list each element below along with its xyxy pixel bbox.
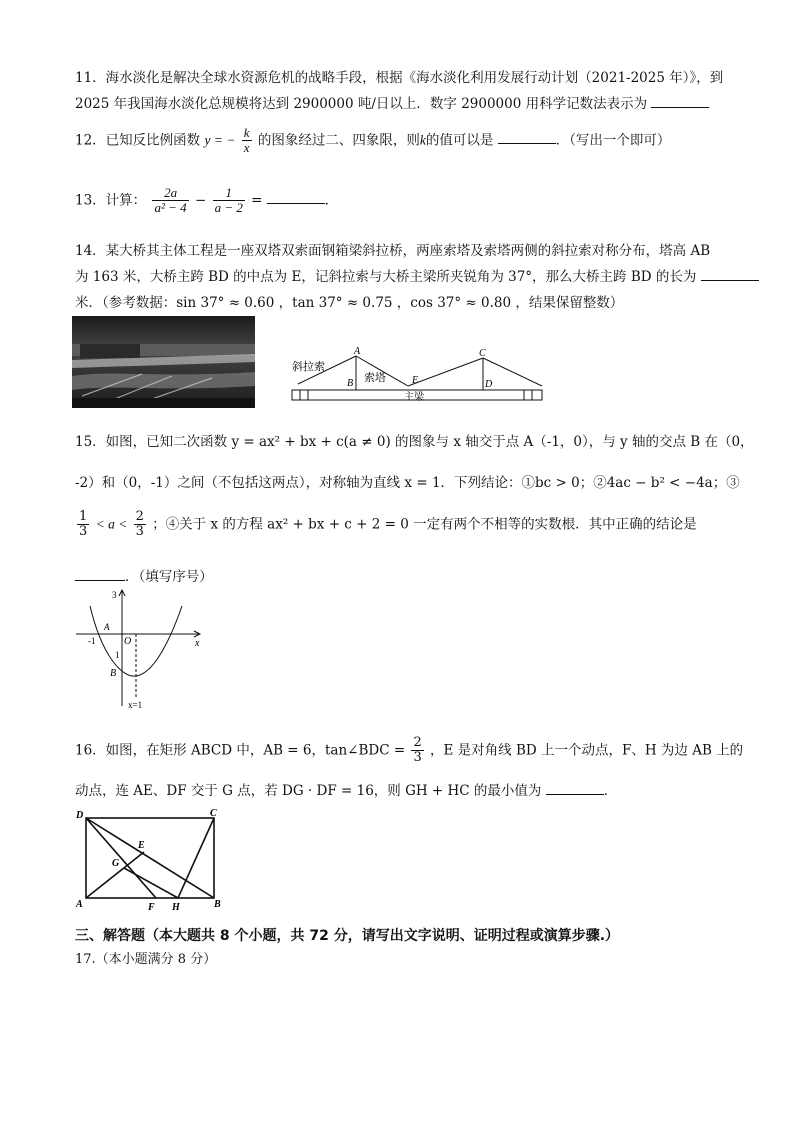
- q12-line: [75, 126, 670, 156]
- q16-tail: ．: [603, 783, 618, 799]
- q13-f2den: a − 2: [214, 200, 243, 216]
- q16-line2-text: 动点，连 AE、DF 交于 G 点，若 DG · DF = 16，则 GH + HC 的最小值为: [75, 783, 542, 799]
- q15-fraction2: [134, 510, 146, 540]
- q16-fden: 3: [413, 750, 422, 766]
- graph-axis-label: x=1: [128, 700, 143, 710]
- q12-suffix2: 的值可以是: [425, 132, 494, 149]
- graph-A: A: [104, 622, 110, 632]
- rect-B: B: [214, 899, 221, 910]
- q13-f1num: 2a: [152, 186, 188, 201]
- q11-line2: [75, 92, 709, 112]
- graph-1: 1: [115, 650, 120, 660]
- rectangle-diagram: [72, 806, 232, 914]
- answer-blank: [651, 95, 709, 108]
- q17-label: 17.（本小题满分 8 分）: [75, 952, 217, 967]
- q15-f1num: 1: [79, 509, 88, 524]
- q15-f2num: 2: [135, 509, 144, 524]
- graph-neg1: -1: [88, 636, 96, 646]
- q16-line1: [75, 736, 743, 766]
- q15-line3-text: ；④关于 x 的方程 ax² + bx + c + 2 = 0 一定有两个不相等的实数根．其中正确的结论是: [152, 516, 697, 533]
- q13-tail: ．: [324, 192, 339, 209]
- q15-f1den: 3: [79, 524, 88, 540]
- q11-line2-text: 2025 年我国海水淡化总规模将达到 2900000 吨/日以上．数字 2900000 用科学记数法表示为: [75, 96, 648, 112]
- bridge-diagram: [288, 346, 548, 408]
- rect-F: F: [148, 902, 155, 913]
- point-A: A: [354, 346, 361, 357]
- q14-line3: 米．（参考数据：sin 37° ≈ 0.60 ，tan 37° ≈ 0.75 ，cos 37° ≈ 0.80 ，结果保留整数）: [75, 295, 624, 311]
- point-E: E: [412, 375, 419, 386]
- q12-suffix: 的图象经过二、四象限，则: [257, 132, 420, 149]
- q14-line2-text: 为 163 米，大桥主跨 BD 的中点为 E，记斜拉索与大桥主梁所夹锐角为 37°，那么大桥主跨 BD 的长为: [75, 269, 697, 285]
- section-three-heading: 三、解答题（本大题共 8 个小题，共 72 分，请写出文字说明、证明过程或演算步骤.）: [75, 928, 620, 944]
- answer-blank: [75, 568, 125, 581]
- q12-den: x: [243, 140, 250, 156]
- graph-B: B: [110, 668, 117, 679]
- q16-line2: [75, 779, 617, 799]
- q12-tail: ．（写出一个即可）: [555, 132, 671, 149]
- graph-x: x: [195, 638, 200, 649]
- label-beam: 主梁: [404, 392, 424, 403]
- rect-A: A: [76, 899, 83, 910]
- q13-minus: −: [194, 192, 207, 209]
- q15-line1: 15．如图，已知二次函数 y = ax² + bx + c(a ≠ 0) 的图象与 x 轴交于点 A（-1，0），与 y 轴的交点 B 在（0，: [75, 434, 754, 450]
- q16-fnum: 2: [413, 735, 422, 750]
- rect-H: H: [172, 902, 180, 913]
- q14-line1: 14．某大桥其主体工程是一座双塔双索面钢箱梁斜拉桥，两座索塔及索塔两侧的斜拉索对称分布，塔高 AB: [75, 243, 711, 259]
- answer-blank: [701, 268, 759, 281]
- answer-blank: [267, 191, 325, 204]
- q14-line2: [75, 265, 759, 285]
- q15-line2: -2）和（0，-1）之间（不包括这两点），对称轴为直线 x = 1．下列结论：①bc > 0；②4ac − b² < −4a；③: [75, 475, 740, 491]
- q12-k: k: [419, 132, 426, 148]
- q16-part2: ，E 是对角线 BD 上一个动点，F、H 为边 AB 上的: [430, 742, 744, 759]
- graph-O: O: [124, 636, 132, 647]
- q13-prefix: 13．计算：: [75, 192, 147, 209]
- point-B: B: [347, 378, 354, 389]
- point-D: D: [485, 379, 493, 390]
- q15-lt: < a <: [95, 516, 128, 532]
- point-C: C: [479, 348, 486, 359]
- q15-line3: [75, 510, 697, 540]
- rect-G: G: [112, 858, 120, 869]
- q15-line4-text: ．（填写序号）: [125, 569, 213, 585]
- q16-fraction: [411, 736, 423, 766]
- rect-D: D: [76, 810, 84, 821]
- q13-f1den: a² − 4: [154, 200, 187, 216]
- q13-line: [75, 186, 338, 216]
- label-tower: 索塔: [364, 372, 386, 384]
- q15-line4: [75, 565, 213, 585]
- q13-f2num: 1: [213, 186, 245, 201]
- q11-line1: 11．海水淡化是解决全球水资源危机的战略手段，根据《海水淡化利用发展行动计划（2021-2025 年）》，到: [75, 70, 724, 86]
- q12-fraction: [242, 126, 252, 156]
- q12-func: y = −: [204, 132, 236, 148]
- q13-fraction2: [213, 186, 245, 216]
- q16-part1: 16．如图，在矩形 ABCD 中，AB = 6，tan∠BDC =: [75, 742, 406, 759]
- rect-E: E: [138, 840, 145, 851]
- label-cable: 斜拉索: [292, 361, 325, 373]
- q15-f2den: 3: [135, 524, 144, 540]
- rect-C: C: [210, 808, 217, 819]
- q15-fraction1: [77, 510, 89, 540]
- q12-num: k: [243, 125, 250, 140]
- graph-y3: 3: [112, 590, 117, 600]
- answer-blank: [546, 782, 604, 795]
- q13-eq: =: [251, 192, 263, 209]
- q12-prefix: 12．已知反比例函数: [75, 132, 201, 149]
- q13-fraction1: [152, 186, 188, 216]
- parabola-graph: [72, 586, 207, 712]
- answer-blank: [498, 131, 556, 144]
- bridge-photo: [72, 316, 255, 408]
